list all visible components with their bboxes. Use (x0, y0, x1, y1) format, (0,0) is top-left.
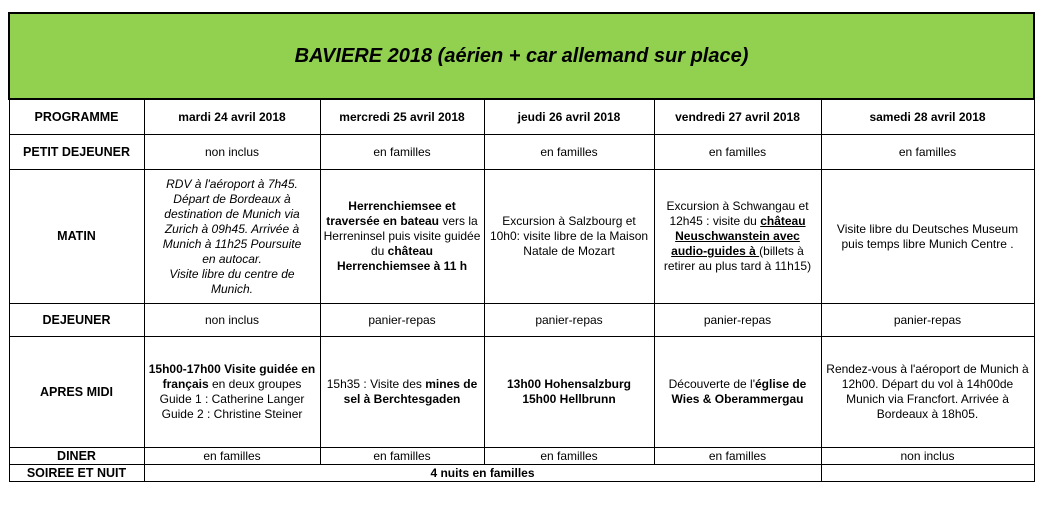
table-cell: non inclus (821, 448, 1034, 465)
text: vers la Herreninsel puis visite guidée du (323, 214, 481, 258)
text-line: Munich à 11h25 Poursuite (162, 236, 302, 251)
text-bold: église de Wies & Oberammergau (671, 377, 807, 406)
text-line: 13h00 Hohensalzburg (506, 377, 632, 391)
row-label: SOIREE ET NUIT (9, 465, 144, 482)
table-cell: en familles (320, 448, 484, 465)
text-line: Départ de Bordeaux à (173, 191, 291, 206)
empty-cell (821, 465, 1034, 482)
apres-midi-row (9, 337, 1034, 448)
table-cell: en familles (654, 448, 821, 465)
text-line: en autocar. (202, 251, 262, 266)
apres-midi-cell-vendredi (654, 337, 821, 448)
text-line: Visite libre du centre de (169, 266, 295, 281)
apres-midi-cell-jeudi (484, 337, 654, 448)
petit-dejeuner-row (9, 135, 1034, 170)
text-line: 15h00 Hellbrunn (522, 392, 616, 406)
text-line: RDV à l'aéroport à 7h45. (166, 176, 298, 191)
row-label: APRES MIDI (9, 337, 144, 448)
text-line: Guide 2 : Christine Steiner (161, 407, 303, 421)
table-cell: en familles (654, 135, 821, 170)
apres-midi-cell-mercredi (320, 337, 484, 448)
table-cell: en familles (484, 135, 654, 170)
apres-midi-cell-samedi: Rendez-vous à l'aéroport de Munich à 12h00. Départ du vol à 14h00de Munich via Francfort. Arrivée à Bordeaux à 18h05. (821, 337, 1034, 448)
diner-row (9, 448, 1034, 465)
table-cell: en familles (821, 135, 1034, 170)
matin-cell-mardi (144, 170, 320, 304)
text-bold-underlined: château Neuschwanstein avec audio-guides à (671, 214, 806, 258)
table-cell: en familles (320, 135, 484, 170)
text: en deux groupes (208, 377, 302, 391)
text-line: Guide 1 : Catherine Langer (159, 392, 305, 406)
table-cell: en familles (144, 448, 320, 465)
header-label: PROGRAMME (9, 99, 144, 135)
table-cell: non inclus (144, 304, 320, 337)
text-line: Munich. (210, 281, 254, 296)
text-bold: mines de sel à Berchtesgaden (343, 377, 478, 406)
soiree-cell: 4 nuits en familles (144, 465, 821, 482)
matin-cell-samedi: Visite libre du Deutsches Museum puis temps libre Munich Centre . (821, 170, 1034, 304)
row-label: DEJEUNER (9, 304, 144, 337)
day-header: samedi 28 avril 2018 (821, 99, 1034, 135)
day-header: mercredi 25 avril 2018 (320, 99, 484, 135)
matin-cell-vendredi (654, 170, 821, 304)
matin-row (9, 170, 1034, 304)
dejeuner-row (9, 304, 1034, 337)
day-header: mardi 24 avril 2018 (144, 99, 320, 135)
apres-midi-cell-mardi (144, 337, 320, 448)
table-cell: panier-repas (654, 304, 821, 337)
title-row (9, 13, 1034, 99)
text-bold: 15h00-17h00 Visite guidée en français (148, 362, 316, 391)
text: Découverte de l' (668, 377, 755, 391)
text-bold: château Herrenchiemsee à 11 h (336, 244, 468, 273)
text: (billets à retirer au plus tard à 11h15) (663, 244, 812, 273)
table-cell: panier-repas (320, 304, 484, 337)
header-row (9, 99, 1034, 135)
text: Excursion à Schwangau et 12h45 : visite du (666, 199, 809, 228)
day-header: jeudi 26 avril 2018 (484, 99, 654, 135)
table-cell: panier-repas (821, 304, 1034, 337)
text-line: Zurich à 09h45. Arrivée à (164, 221, 300, 236)
page-title: BAVIERE 2018 (aérien + car allemand sur place) (9, 13, 1034, 99)
soiree-row (9, 465, 1034, 482)
table-cell: en familles (484, 448, 654, 465)
row-label: PETIT DEJEUNER (9, 135, 144, 170)
text-bold: Herrenchiemsee et traversée en bateau (326, 199, 456, 228)
matin-cell-mercredi (320, 170, 484, 304)
table-cell: non inclus (144, 135, 320, 170)
text-block (148, 362, 317, 392)
matin-cell-jeudi: Excursion à Salzbourg et 10h0: visite libre de la Maison Natale de Mozart (484, 170, 654, 304)
table-cell: panier-repas (484, 304, 654, 337)
row-label: MATIN (9, 170, 144, 304)
row-label: DINER (9, 448, 144, 465)
programme-table (8, 12, 1035, 482)
text-line: destination de Munich via (164, 206, 300, 221)
day-header: vendredi 27 avril 2018 (654, 99, 821, 135)
text: 15h35 : Visite des (326, 377, 426, 391)
